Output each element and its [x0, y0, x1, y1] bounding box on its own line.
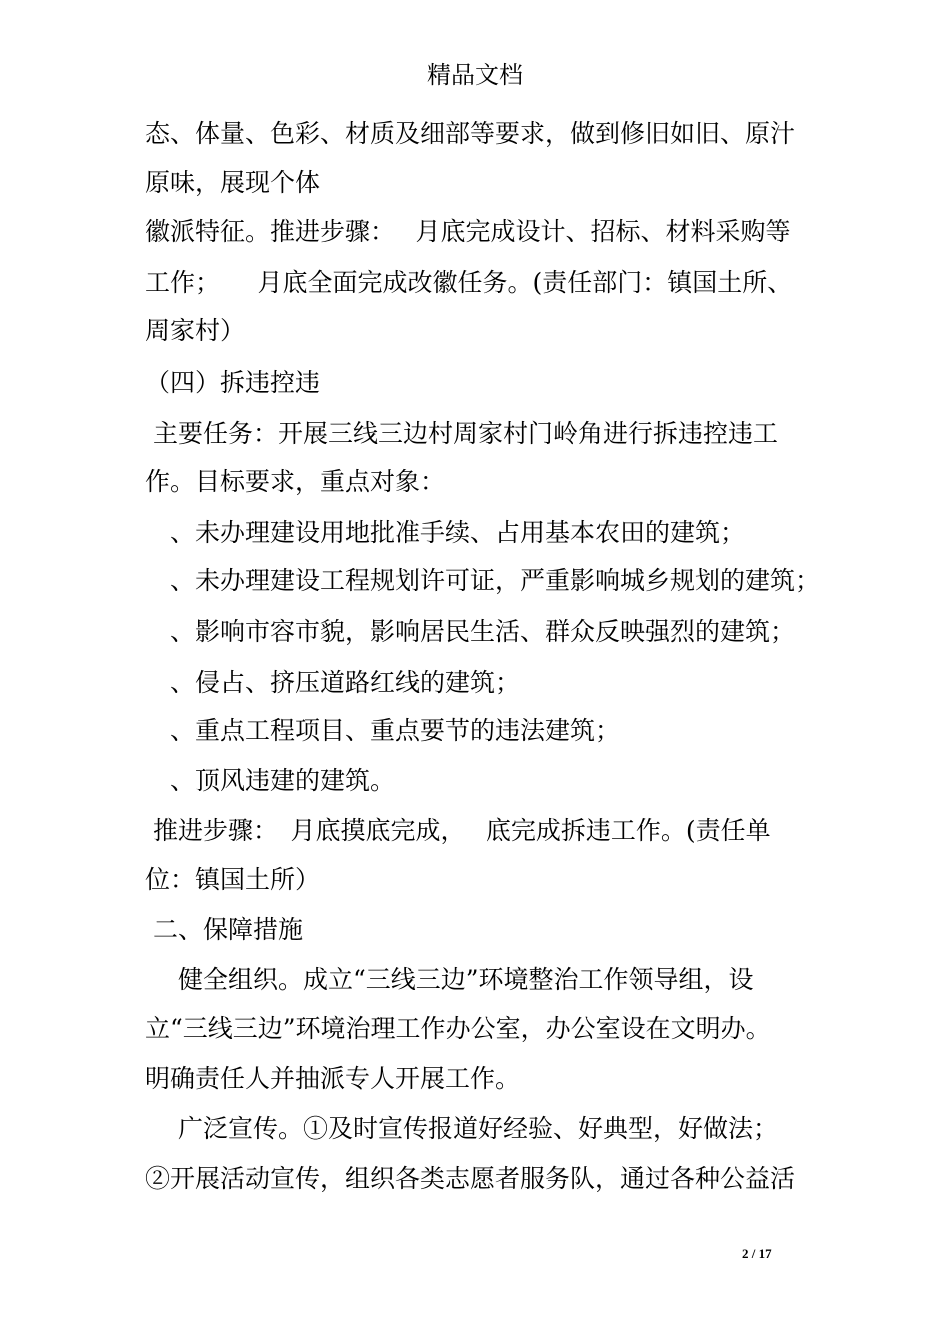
- list-item: 、未办理建设用地批准手续、占用基本农田的建筑；: [145, 518, 746, 547]
- text-line: ②开展活动宣传，组织各类志愿者服务队，通过各种公益活: [145, 1164, 796, 1193]
- document-header: 精品文档: [427, 61, 523, 89]
- section-heading: 二、保障措施: [145, 915, 303, 944]
- text-line: 工作； 月底全面完成改徽任务。(责任部门：镇国土所、: [145, 268, 793, 297]
- text-line: 主要任务：开展三线三边村周家村门岭角进行拆违控违工: [145, 419, 778, 448]
- list-item: 、影响市容市貌，影响居民生活、群众反映强烈的建筑；: [145, 617, 796, 646]
- text-line: 周家村）: [145, 316, 246, 345]
- list-item: 、顶风违建的建筑。: [145, 766, 396, 795]
- text-line: 态、体量、色彩、材质及细部等要求，做到修旧如旧、原汁: [145, 119, 796, 148]
- text-line: 位：镇国土所）: [145, 865, 321, 894]
- list-item: 、重点工程项目、重点要节的违法建筑；: [145, 716, 621, 745]
- text-line: 作。目标要求，重点对象：: [145, 467, 446, 496]
- section-heading: （四）拆违控违: [145, 368, 321, 397]
- text-line: 推进步骤： 月底摸底完成， 底完成拆违工作。(责任单: [145, 816, 771, 845]
- text-line: 原味，展现个体: [145, 168, 321, 197]
- page-number: 2 / 17: [742, 1246, 772, 1261]
- text-line: 健全组织。成立“三线三边”环境整治工作领导组，设: [145, 965, 754, 994]
- text-line: 明确责任人并抽派专人开展工作。: [145, 1064, 521, 1093]
- text-line: 徽派特征。推进步骤： 月底完成设计、招标、材料采购等: [145, 217, 791, 246]
- text-line: 广泛宣传。①及时宣传报道好经验、好典型，好做法；: [145, 1114, 778, 1143]
- list-item: 、侵占、挤压道路红线的建筑；: [145, 668, 521, 697]
- list-item: 、未办理建设工程规划许可证，严重影响城乡规划的建筑；: [145, 566, 821, 595]
- text-line: 立“三线三边”环境治理工作办公室，办公室设在文明办。: [145, 1014, 771, 1043]
